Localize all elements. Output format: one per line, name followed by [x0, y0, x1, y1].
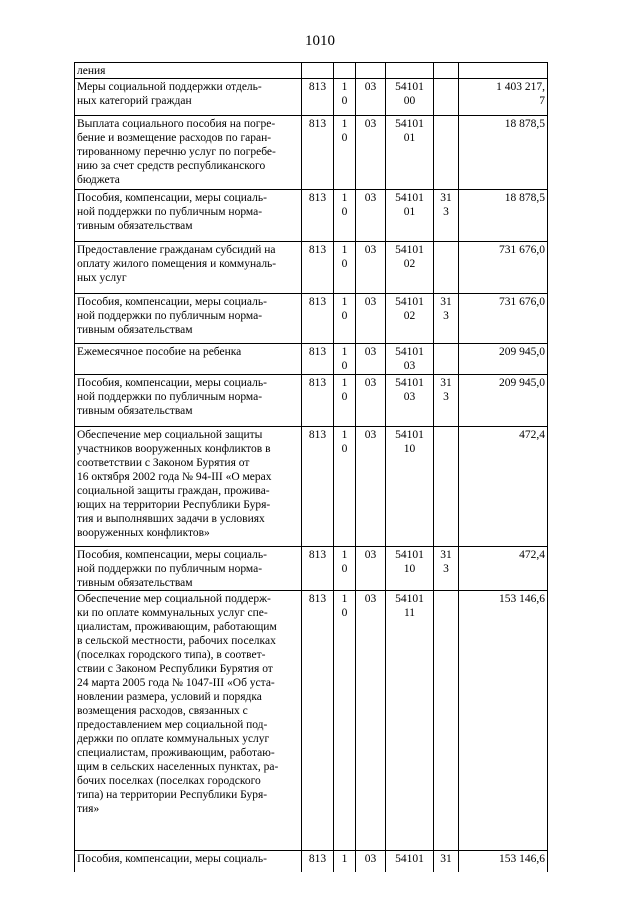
- row-name: Меры социальной поддержки отдель- ных категорий граждан: [75, 79, 302, 116]
- expense-type-code: [434, 344, 459, 375]
- section-code: 1 0: [334, 190, 356, 242]
- subsection-code: 03: [356, 344, 386, 375]
- row-name: Обеспечение мер социальной поддерж- ки по оплате коммунальных услуг спе- циалистам, проживающим, работающим в сельской местности, рабочих поселках (поселках городского типа), в соответ- ствии с Законом Республики Бурятия от 24 марта 2005 года № 1047-III «Об уста- новлении размера, условий и порядка возмещения расходов, связанных с предоставлением мер социальной под- держки по оплате коммунальных услуг специалистам, проживающим, работаю- щим в сельских населенных пунктах, ра- бочих поселках (поселках городского типа) на территории Республики Буря- тия»: [75, 591, 302, 851]
- ministry-code: 813: [302, 242, 334, 294]
- target-item-code: 54101 01: [386, 190, 434, 242]
- table-row: [75, 375, 548, 427]
- amount: 209 945,0: [459, 344, 548, 375]
- row-name: Пособия, компенсации, меры социаль- ной поддержки по публичным норма- тивным обязательствам: [75, 190, 302, 242]
- section-code: 1 0: [334, 375, 356, 427]
- table-row: [75, 190, 548, 242]
- table-row: [75, 427, 548, 547]
- row-name: Предоставление гражданам субсидий на оплату жилого помещения и коммуналь- ных услуг: [75, 242, 302, 294]
- ministry-code: 813: [302, 79, 334, 116]
- expense-type-code: [434, 591, 459, 851]
- target-item-code: 54101 11: [386, 591, 434, 851]
- table-row: [75, 242, 548, 294]
- section-code: 1 0: [334, 591, 356, 851]
- ministry-code: 813: [302, 591, 334, 851]
- row-name: Ежемесячное пособие на ребенка: [75, 344, 302, 375]
- subsection-code: 03: [356, 591, 386, 851]
- section-code: 1 0: [334, 547, 356, 591]
- subsection-code: 03: [356, 547, 386, 591]
- target-item-code: 54101 10: [386, 547, 434, 591]
- ministry-code: 813: [302, 851, 334, 873]
- table-row-continuation: [75, 63, 548, 79]
- amount: 209 945,0: [459, 375, 548, 427]
- ministry-code: 813: [302, 294, 334, 344]
- expense-type-code: [434, 79, 459, 116]
- row-name: Пособия, компенсации, меры социаль- ной поддержки по публичным норма- тивным обязательствам: [75, 294, 302, 344]
- table-row: [75, 116, 548, 190]
- expense-type-code: 31: [434, 851, 459, 873]
- section-code: 1 0: [334, 116, 356, 190]
- ministry-code: 813: [302, 427, 334, 547]
- target-item-code: 54101 02: [386, 294, 434, 344]
- table-row: [75, 591, 548, 851]
- expense-type-code: 31 3: [434, 547, 459, 591]
- ministry-code: 813: [302, 547, 334, 591]
- amount: 18 878,5: [459, 116, 548, 190]
- amount: 731 676,0: [459, 294, 548, 344]
- target-item-code: 54101 01: [386, 116, 434, 190]
- subsection-code: 03: [356, 294, 386, 344]
- amount: 472,4: [459, 547, 548, 591]
- section-code: 1 0: [334, 242, 356, 294]
- expense-type-code: [434, 427, 459, 547]
- amount: 472,4: [459, 427, 548, 547]
- table-row: [75, 851, 548, 873]
- budget-table: [74, 62, 548, 872]
- subsection-code: 03: [356, 851, 386, 873]
- row-name: Обеспечение мер социальной защиты участников вооруженных конфликтов в соответствии с Законом Бурятия от 16 октября 2002 года № 94-III «О мерах социальной защиты граждан, прожива- ющих на территории Республики Буря- тия и выполнявших задачи в условиях вооруженных конфликтов»: [75, 427, 302, 547]
- subsection-code: 03: [356, 427, 386, 547]
- page-number: 1010: [305, 33, 335, 49]
- expense-type-code: [434, 116, 459, 190]
- table-row: [75, 294, 548, 344]
- section-code: 1 0: [334, 427, 356, 547]
- target-item-code: 54101 00: [386, 79, 434, 116]
- target-item-code: 54101: [386, 851, 434, 873]
- section-code: 1 0: [334, 344, 356, 375]
- amount: 1 403 217, 7: [459, 79, 548, 116]
- expense-type-code: 31 3: [434, 190, 459, 242]
- row-name: Выплата социального пособия на погре- бение и возмещение расходов по гаран- тированному перечню услуг по погребе- нию за счет средств республиканского бюджета: [75, 116, 302, 190]
- target-item-code: 54101 03: [386, 375, 434, 427]
- expense-type-code: [434, 242, 459, 294]
- subsection-code: 03: [356, 190, 386, 242]
- section-code: 1: [334, 851, 356, 873]
- row-name: Пособия, компенсации, меры социаль- ной поддержки по публичным норма- тивным обязательствам: [75, 547, 302, 591]
- row-name: Пособия, компенсации, меры социаль-: [75, 851, 302, 873]
- subsection-code: 03: [356, 375, 386, 427]
- amount: 153 146,6: [459, 591, 548, 851]
- expense-type-code: 31 3: [434, 294, 459, 344]
- row-name: Пособия, компенсации, меры социаль- ной поддержки по публичным норма- тивным обязательствам: [75, 375, 302, 427]
- subsection-code: 03: [356, 116, 386, 190]
- ministry-code: 813: [302, 375, 334, 427]
- ministry-code: 813: [302, 116, 334, 190]
- ministry-code: 813: [302, 344, 334, 375]
- subsection-code: 03: [356, 79, 386, 116]
- section-code: 1 0: [334, 79, 356, 116]
- row-name: ления: [75, 63, 302, 79]
- table-row: [75, 79, 548, 116]
- section-code: 1 0: [334, 294, 356, 344]
- table-row: [75, 344, 548, 375]
- amount: 731 676,0: [459, 242, 548, 294]
- amount: 18 878,5: [459, 190, 548, 242]
- subsection-code: 03: [356, 242, 386, 294]
- target-item-code: 54101 10: [386, 427, 434, 547]
- ministry-code: 813: [302, 190, 334, 242]
- target-item-code: 54101 03: [386, 344, 434, 375]
- table-row: [75, 547, 548, 591]
- expense-type-code: 31 3: [434, 375, 459, 427]
- amount: 153 146,6: [459, 851, 548, 873]
- target-item-code: 54101 02: [386, 242, 434, 294]
